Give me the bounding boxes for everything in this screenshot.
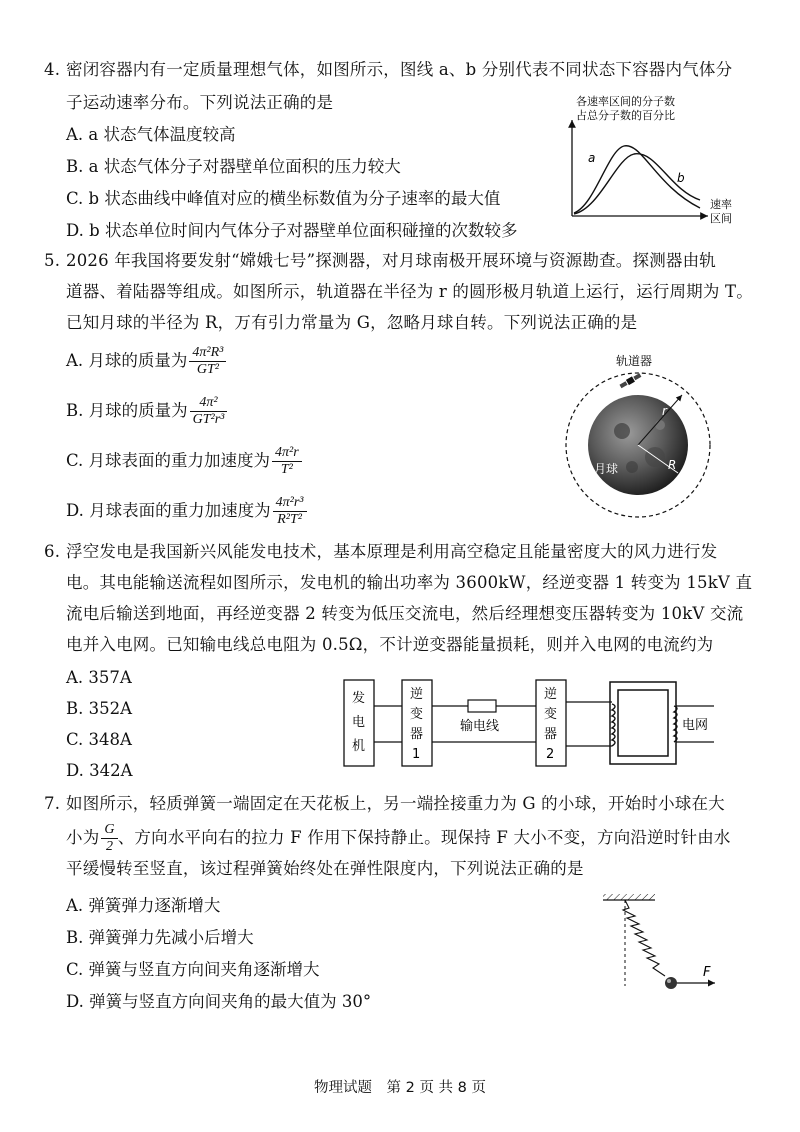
q4-number: 4. <box>44 60 61 79</box>
spring <box>623 900 665 976</box>
ceiling-hatch <box>603 894 655 900</box>
line-resistor <box>468 700 496 712</box>
curve-a-label: a <box>588 151 596 165</box>
moon-crater <box>655 420 665 430</box>
inverter-1-label: 逆 <box>410 687 424 702</box>
q4-stem-line1: 4. 密闭容器内有一定质量理想气体，如图所示，图线 a、b 分别代表不同状态下容器内气体分 <box>44 60 733 79</box>
inverter-1-label: 1 <box>412 747 421 762</box>
q5-stem-line2: 道器、着陆器等组成。如图所示，轨道器在半径为 r 的圆形极月轨道上运行，运行周期为 T。 <box>66 282 753 301</box>
q6-option-b: B. 352A <box>66 699 133 718</box>
q6-option-d: D. 342A <box>66 761 133 780</box>
grid-label: 电网 <box>682 718 709 733</box>
q6-number: 6. <box>44 542 61 561</box>
q5-option-c: C. 月球表面的重力加速度为 $\frac{\text{4π²r}}{\text{T²}}$ <box>66 445 302 478</box>
inverter-2-label: 2 <box>546 747 555 762</box>
transformer-core-inner <box>618 690 668 756</box>
moon-crater <box>614 423 630 439</box>
q4-option-b: B. a 状态气体分子对器壁单位面积的压力较大 <box>66 157 401 176</box>
q6-stem-line3: 流电后输送到地面，再经逆变器 2 转变为低压交流电，然后经理想变压器转变为 10kV 交流 <box>66 604 744 623</box>
generator-label: 机 <box>352 739 366 754</box>
q5-option-b-fraction: $\frac{\text{4π²}}{\text{GT²r³}}$ <box>190 395 228 428</box>
q5-option-a-fraction: $\frac{\text{4π²R³}}{\text{GT²}}$ <box>189 345 226 378</box>
generator-label: 电 <box>352 715 366 730</box>
transformer-core-outer <box>610 682 676 764</box>
q5-stem-line3: 已知月球的半径为 R，万有引力常量为 G，忽略月球自转。下列说法正确的是 <box>66 313 638 332</box>
q7-option-d: D. 弹簧与竖直方向间夹角的最大值为 30° <box>66 992 372 1011</box>
q5-number: 5. <box>44 251 61 270</box>
curve-b-label: b <box>677 171 685 185</box>
moon-radius-label: R <box>668 458 677 472</box>
q4-xlabel-2: 区间 <box>710 212 732 225</box>
q5-option-a: A. 月球的质量为 $\frac{\text{4π²R³}}{\text{GT²}}$ <box>66 345 226 378</box>
q4-option-a: A. a 状态气体温度较高 <box>66 125 236 144</box>
q7-option-b: B. 弹簧弹力先减小后增大 <box>66 928 254 947</box>
force-label: F <box>703 965 711 980</box>
q7-force-fraction: $\frac{G}{2}$ <box>101 822 117 855</box>
q6-stem-line2: 电。其电能输送流程如图所示，发电机的输出功率为 3600kW，经逆变器 1 转变为 15kV 直 <box>66 573 753 592</box>
orbit-radius-label: r <box>662 404 667 418</box>
q6-stem-line4: 电并入电网。已知输电线总电阻为 0.5Ω，不计逆变器能量损耗，则并入电网的电流约为 <box>66 635 714 654</box>
inverter-2-label: 变 <box>544 707 558 722</box>
q4-ylabel-2: 占总分子数的百分比 <box>576 109 675 122</box>
ball-highlight <box>667 979 671 983</box>
inverter-1-label: 器 <box>410 727 424 742</box>
q5-stem-line1: 5. 2026 年我国将要发射“嫦娥七号”探测器，对月球南极开展环境与资源勘查。探测器由轨 <box>44 251 717 270</box>
inverter-2-label: 逆 <box>544 687 558 702</box>
q7-option-a: A. 弹簧弹力逐渐增大 <box>66 896 221 915</box>
q5-moon-orbit-figure <box>560 345 720 525</box>
q7-spring-ball-figure <box>595 890 735 1000</box>
q4-option-d: D. b 状态单位时间内气体分子对器壁单位面积碰撞的次数较多 <box>66 221 518 240</box>
q7-number: 7. <box>44 794 61 813</box>
q7-stem-line1: 7. 如图所示，轻质弹簧一端固定在天花板上，另一端拴接重力为 G 的小球，开始时小球在大 <box>44 794 725 813</box>
q6-option-c: C. 348A <box>66 730 132 749</box>
q6-option-a: A. 357A <box>66 668 132 687</box>
q7-stem-line2: 小为 $\frac{G}{2}$ 、方向水平向右的拉力 F 作用下保持静止。现保持 F 大小不变，方向沿逆时针由水 <box>66 822 731 854</box>
page-footer: 物理试题 第 2 页 共 8 页 <box>314 1080 486 1096</box>
q5-option-c-fraction: $\frac{\text{4π²r}}{\text{T²}}$ <box>272 445 302 478</box>
generator-label: 发 <box>352 691 366 706</box>
q4-option-c: C. b 状态曲线中峰值对应的横坐标数值为分子速率的最大值 <box>66 189 501 208</box>
q6-stem-line1: 6. 浮空发电是我国新兴风能发电技术，基本原理是利用高空稳定且能量密度大的风力进行发 <box>44 542 718 561</box>
q6-power-transmission-diagram <box>340 672 720 772</box>
inverter-2-label: 器 <box>544 727 558 742</box>
q5-option-b: B. 月球的质量为 $\frac{\text{4π²}}{\text{GT²r³}}$ <box>66 395 227 428</box>
q5-option-d: D. 月球表面的重力加速度为 $\frac{\text{4π²r³}}{\text{R²T²}}$ <box>66 495 307 528</box>
ball <box>665 977 677 989</box>
moon-crater <box>626 461 638 473</box>
primary-coil <box>612 704 615 746</box>
q4-stem-line2: 子运动速率分布。下列说法正确的是 <box>66 93 334 112</box>
q4-ylabel-1: 各速率区间的分子数 <box>576 95 675 108</box>
orbiter-label: 轨道器 <box>616 354 653 368</box>
q7-option-c: C. 弹簧与竖直方向间夹角逐渐增大 <box>66 960 320 979</box>
inverter-1-label: 变 <box>410 707 424 722</box>
transmission-line-label: 输电线 <box>460 719 500 734</box>
q4-speed-distribution-figure <box>560 90 780 230</box>
moon-label: 月球 <box>594 462 619 476</box>
q7-stem-line3: 平缓慢转至竖直，该过程弹簧始终处在弹性限度内，下列说法正确的是 <box>66 859 584 878</box>
q4-xlabel-1: 速率 <box>710 198 732 211</box>
primary-leads <box>604 702 612 746</box>
q5-option-d-fraction: $\frac{\text{4π²r³}}{\text{R²T²}}$ <box>273 495 307 528</box>
